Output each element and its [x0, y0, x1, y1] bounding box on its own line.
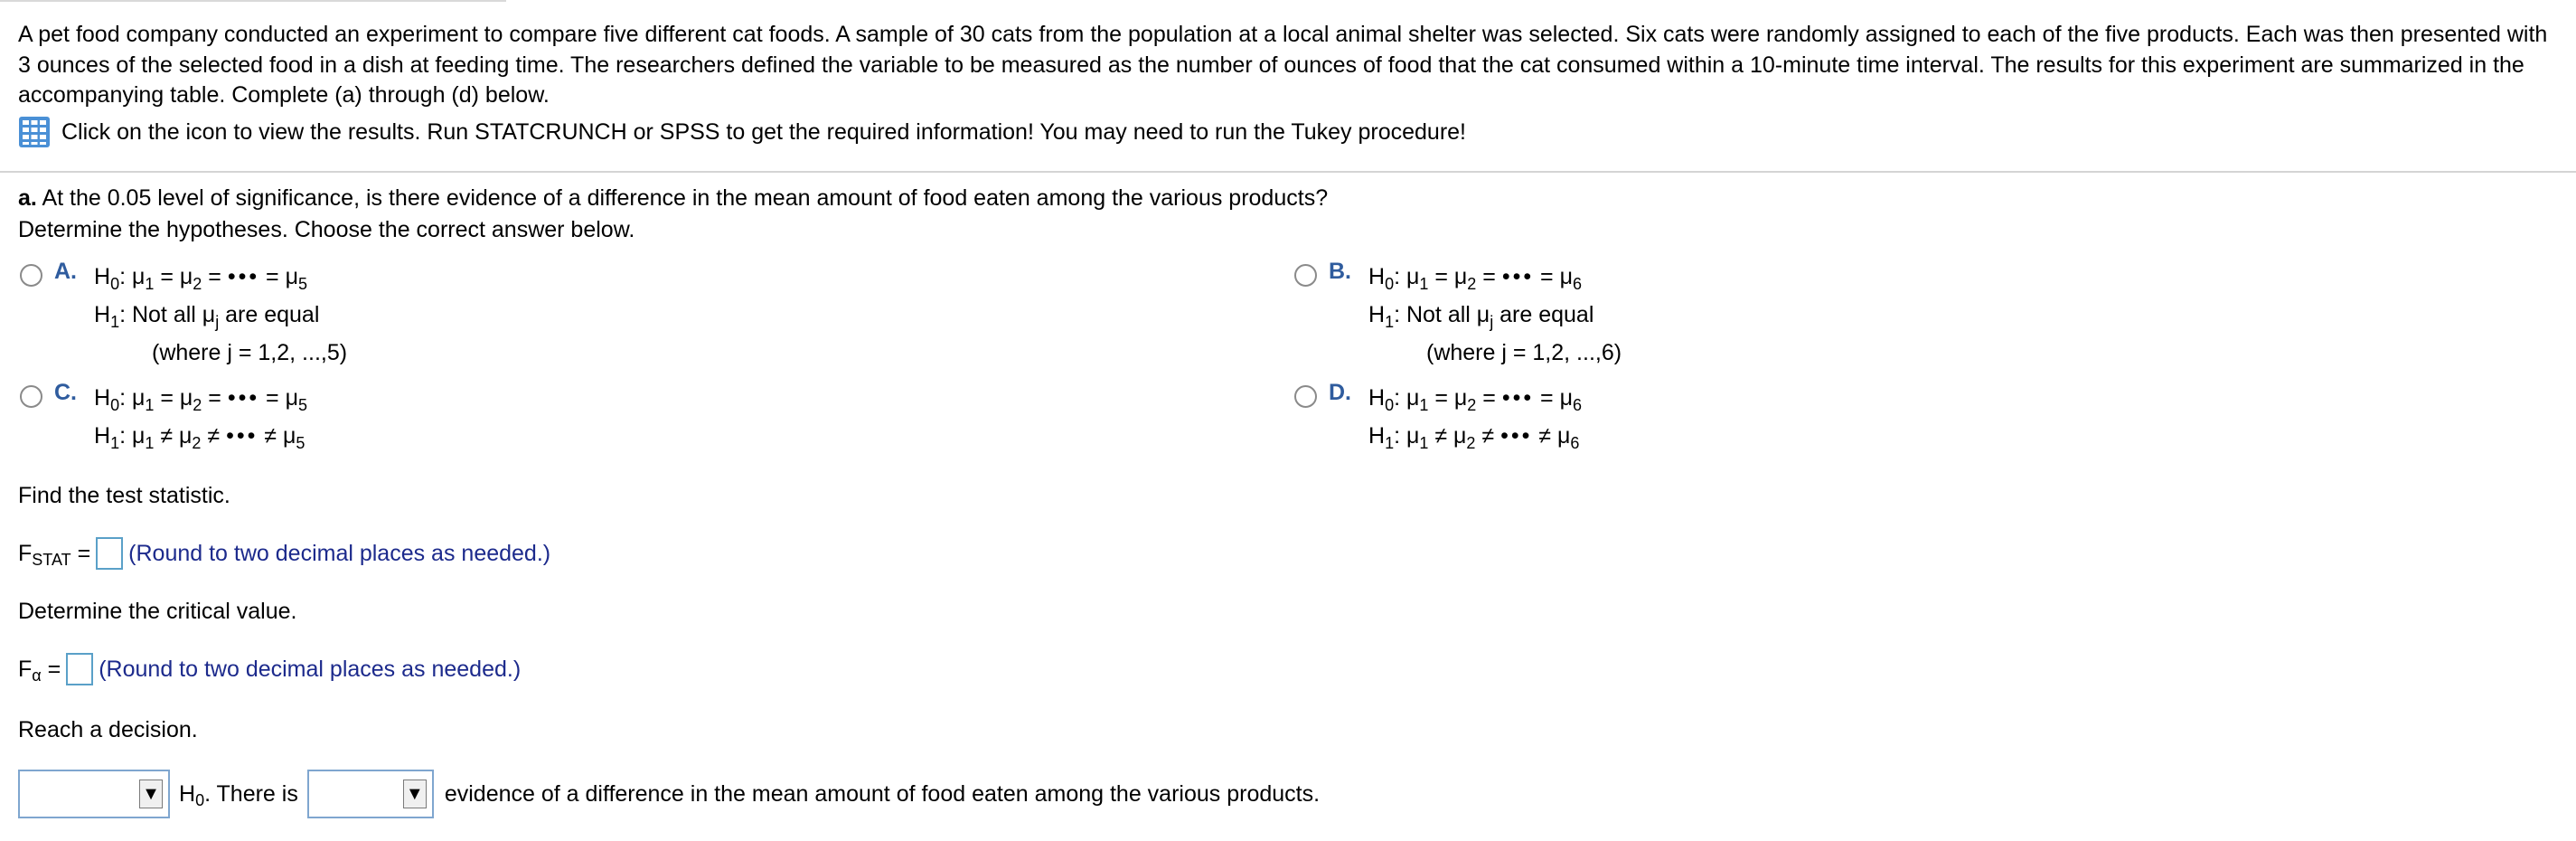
- radio-d[interactable]: [1294, 385, 1317, 408]
- choice-letter-c: C.: [54, 380, 77, 405]
- h0-line: $H_0$: $\mu_1 = \mu_2$ = ••• = $\mu_5$: [94, 264, 307, 293]
- hypotheses-prompt: Determine the hypotheses. Choose the correct answer below.: [18, 217, 635, 242]
- instruction-row: [18, 116, 1466, 148]
- choice-b-content: [1368, 259, 1622, 371]
- table-icon[interactable]: [18, 116, 51, 148]
- h1-line: $H_1$: $\mu_1 \ne \mu_2$ ≠ ••• ≠ $\mu_5$: [94, 423, 306, 452]
- critical-heading: Determine the critical value.: [18, 599, 297, 624]
- where-note: (where j = 1,2, ...,6): [1426, 340, 1622, 365]
- choice-a[interactable]: [20, 259, 347, 371]
- critical-row: [18, 653, 521, 685]
- question-text: At the 0.05 level of significance, is there evidence of a difference in the mean amount of food eaten among the various products?: [42, 185, 1329, 211]
- test-stat-row: [18, 537, 550, 570]
- h0-line: $H_0$: $\mu_1 = \mu_2$ = ••• = $\mu_5$: [94, 385, 307, 414]
- h0-line: $H_0$: $\mu_1 = \mu_2$ = ••• = $\mu_6$: [1368, 264, 1582, 293]
- decision-tail: evidence of a difference in the mean amount of food eaten among the various products.: [444, 780, 1321, 807]
- fstat-label: $F_{STAT}$ =: [18, 540, 91, 570]
- top-divider: [0, 0, 506, 2]
- chevron-down-icon[interactable]: ▼: [139, 780, 163, 808]
- choice-c[interactable]: [20, 380, 307, 456]
- part-label: a.: [18, 185, 37, 211]
- evidence-dropdown[interactable]: [307, 770, 434, 818]
- decision-heading: Reach a decision.: [18, 717, 198, 742]
- h1-line: $H_1$: Not all $\mu_j$ are equal: [94, 302, 320, 331]
- h1-line: $H_1$: $\mu_1 \ne \mu_2$ ≠ ••• ≠ $\mu_6$: [1368, 423, 1580, 452]
- choice-d-content: [1368, 380, 1582, 456]
- problem-statement: A pet food company conducted an experiment to compare five different cat foods. A sample of 30 cats from the population at a local animal shelter was selected. Six cats were randomly assigned to each of the five products. Each was then presented with 3 ounces of the selected food in a dish at feeding time. The researchers defined the variable to be measured as the number of ounces of food that the cat consumed within a 10-minute time interval. The results for this experiment are summarized in the accompanying table. Complete (a) through (d) below.: [18, 22, 2548, 108]
- reject-dropdown[interactable]: [18, 770, 170, 818]
- choice-b[interactable]: [1294, 259, 1622, 371]
- test-stat-heading: Find the test statistic.: [18, 483, 230, 508]
- h0-ref: $H_0$. There is: [179, 780, 298, 810]
- fstat-input[interactable]: [96, 537, 123, 570]
- instruction-text: Click on the icon to view the results. Run STATCRUNCH or SPSS to get the required information! You may need to run the Tukey procedure!: [61, 118, 1467, 145]
- h0-line: $H_0$: $\mu_1 = \mu_2$ = ••• = $\mu_6$: [1368, 385, 1582, 414]
- chevron-down-icon[interactable]: ▼: [403, 780, 427, 808]
- radio-b[interactable]: [1294, 264, 1317, 287]
- part-a-question: [18, 183, 1328, 246]
- choice-a-content: [94, 259, 347, 371]
- choice-letter-d: D.: [1329, 380, 1351, 405]
- choice-letter-b: B.: [1329, 259, 1351, 284]
- fstat-hint: (Round to two decimal places as needed.): [128, 540, 551, 566]
- choice-d[interactable]: [1294, 380, 1582, 456]
- decision-row: [18, 770, 1320, 818]
- choice-letter-a: A.: [54, 259, 77, 284]
- h1-line: $H_1$: Not all $\mu_j$ are equal: [1368, 302, 1594, 331]
- where-note: (where j = 1,2, ...,5): [152, 340, 348, 365]
- radio-a[interactable]: [20, 264, 42, 287]
- falpha-input[interactable]: [66, 653, 93, 685]
- section-divider: [0, 171, 2576, 173]
- radio-c[interactable]: [20, 385, 42, 408]
- choice-c-content: [94, 380, 307, 456]
- falpha-label: $F_\alpha$ =: [18, 656, 61, 685]
- falpha-hint: (Round to two decimal places as needed.): [99, 656, 522, 682]
